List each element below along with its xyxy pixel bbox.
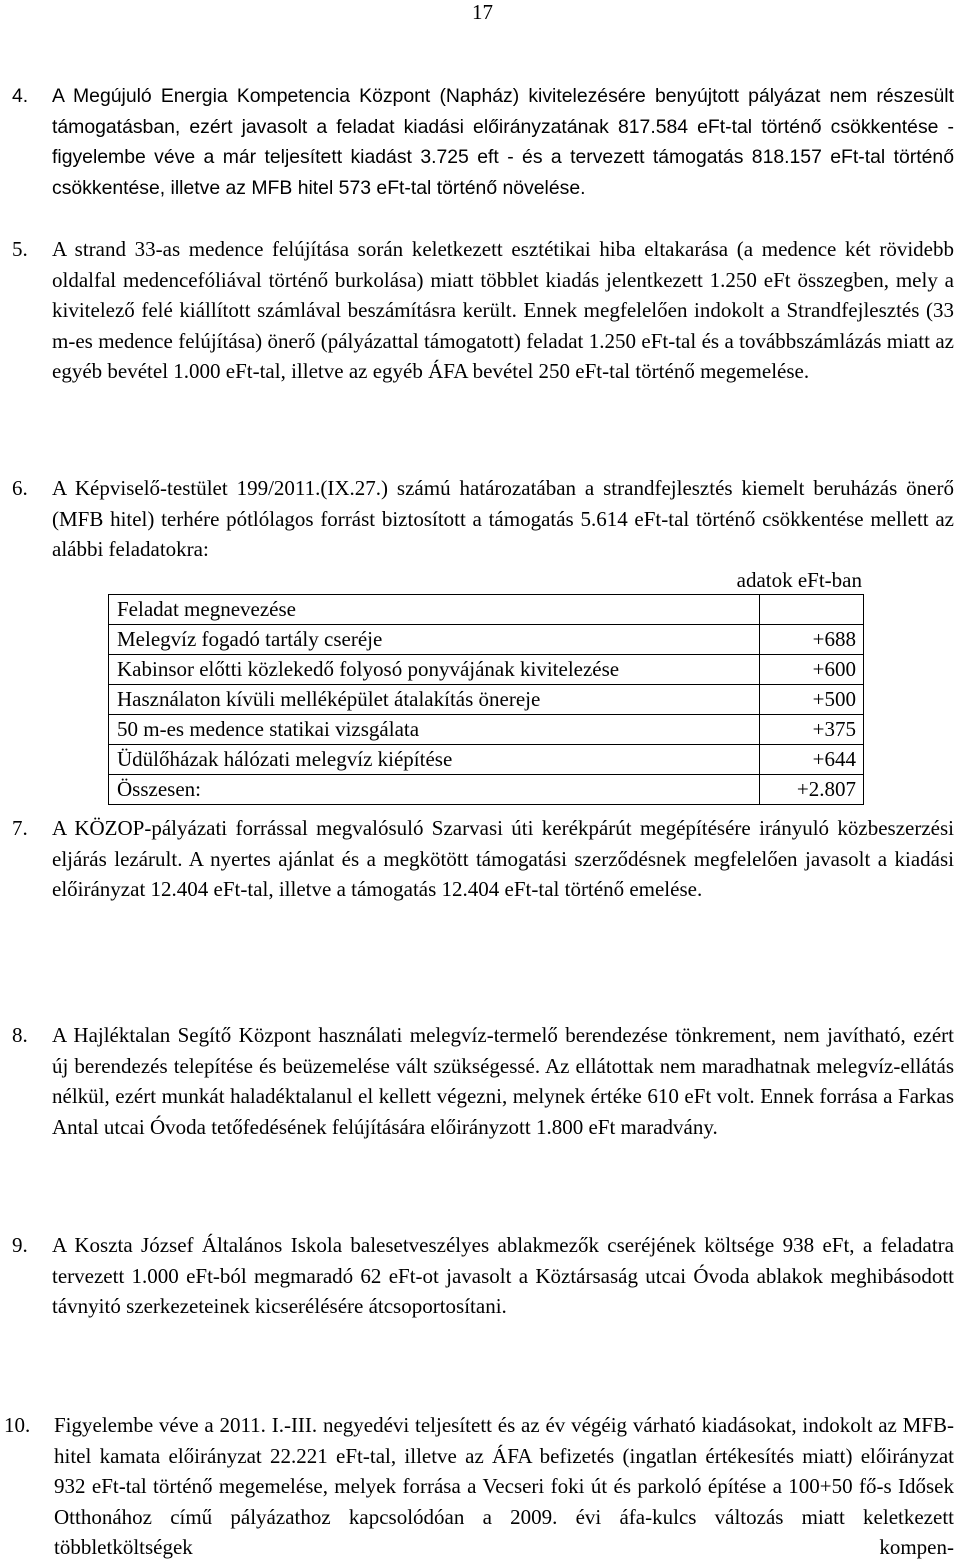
item-number: 7. (12, 816, 28, 840)
table-row (109, 715, 864, 745)
item-text: A Megújuló Energia Kompetencia Központ (Napház) kivitelezésére benyújtott pályázat nem részesült támogatásban, ezért javasolt a feladat kiadási előirányzatának 817.584 eFt-tal történő csökkentése - figyelembe véve a már teljesített kiadást 3.725 eft - és a tervezett támogatás 818.157 eFt-tal történő csökkentése, illetve az MFB hitel 573 eFt-tal történő növelése. (52, 85, 954, 199)
item-text: A Képviselő-testület 199/2011.(IX.27.) számú határozatában a strandfejlesztés kiemelt beruházás önerő (MFB hitel) terhére pótlólagos forrást biztosított a támogatás 5.614 eFt-tal történő csökkentése mellett az alábbi feladatokra: (52, 476, 954, 561)
list-item-9 (12, 1230, 954, 1322)
task-value-cell: +600 (760, 655, 864, 685)
list-item-5 (12, 234, 954, 387)
total-value-cell: +2.807 (760, 775, 864, 805)
total-label-cell: Összesen: (109, 775, 760, 805)
task-value-cell: +375 (760, 715, 864, 745)
tasks-table (108, 594, 864, 805)
table-header-empty-cell (760, 595, 864, 625)
table-row (109, 625, 864, 655)
item-text: A Koszta József Általános Iskola balesetveszélyes ablakmezők cseréjének költsége 938 eFt, a feladatra tervezett 1.000 eFt-ból megmaradó 62 eFt-ot javasolt a Köztársaság utcai Óvoda ablakok meghibásodott távnyitó szerkezeteinek kicserélésére átcsoportosítani. (52, 1233, 954, 1318)
table-unit-label: adatok eFt-ban (736, 568, 862, 592)
list-item-4 (12, 81, 954, 203)
list-item-7 (12, 813, 954, 905)
table-row (109, 655, 864, 685)
item-number: 10. (4, 1413, 31, 1437)
page-number: 17 (472, 0, 493, 24)
list-item-8 (12, 1020, 954, 1142)
list-item-6 (12, 473, 954, 565)
item-number: 4. (12, 85, 29, 107)
item-number: 8. (12, 1023, 28, 1047)
table-row (109, 745, 864, 775)
item-number: 5. (12, 237, 28, 261)
table-total-row (109, 775, 864, 805)
table-header-cell: Feladat megnevezése (109, 595, 760, 625)
task-value-cell: +688 (760, 625, 864, 655)
table-header-row (109, 595, 864, 625)
task-name-cell: Kabinsor előtti közlekedő folyosó ponyvájának kivitelezése (109, 655, 760, 685)
item-text: Figyelembe véve a 2011. I.-III. negyedévi teljesített és az év végéig várható kiadásokat, indokolt az MFB-hitel kamata előirányzat 22.221 eFt-tal, illetve az ÁFA befizetés (ingatlan értékesítés miatt) előirányzat 932 eFt-tal történő megemelése, melyek forrása a Vecseri foki út és parkoló építése a 100+50 fő-s Idősek Otthonához című pályázathoz kapcsolódóan a 2009. évi áfa-kulcs változás miatt keletkezett többletköltségek kompen- (54, 1413, 954, 1559)
item-text: A strand 33-as medence felújítása során keletkezett esztétikai hiba eltakarása (a medence két rövidebb oldalfal medencefóliával történő burkolása) miatt többlet kiadás jelentkezett 1.250 eFt összegben, mely a kivitelező felé kiállított számlával beszámításra került. Ennek megfelelően indokolt a Strandfejlesztés (33 m-es medence felújítása) önerő (pályázattal támogatott) feladat 1.250 eFt-tal és a továbbszámlázás miatt az egyéb bevétel 1.000 eFt-tal, illetve az egyéb ÁFA bevétel 250 eFt-tal történő megemelése. (52, 237, 954, 383)
task-name-cell: Melegvíz fogadó tartály cseréje (109, 625, 760, 655)
table-row (109, 685, 864, 715)
item-number: 6. (12, 476, 28, 500)
task-value-cell: +644 (760, 745, 864, 775)
item-number: 9. (12, 1233, 28, 1257)
list-item-10 (4, 1410, 954, 1563)
item-text: A Hajléktalan Segítő Központ használati melegvíz-termelő berendezése tönkrement, nem javítható, ezért új berendezés telepítése és beüzemelése vált szükségessé. Az ellátottak nem maradhatnak melegvíz-ellátás nélkül, ezért munkát haladéktalanul el kellett végezni, melynek értéke 610 eFt volt. Ennek forrása a Farkas Antal utcai Óvoda tetőfedésének felújítására előirányzott 1.800 eFt maradvány. (52, 1023, 954, 1139)
task-name-cell: Használaton kívüli melléképület átalakítás önereje (109, 685, 760, 715)
task-name-cell: Üdülőházak hálózati melegvíz kiépítése (109, 745, 760, 775)
task-value-cell: +500 (760, 685, 864, 715)
item-text: A KÖZOP-pályázati forrással megvalósuló Szarvasi úti kerékpárút megépítésére irányuló közbeszerzési eljárás lezárult. A nyertes ajánlat és a megkötött támogatási szerződésnek megfelelően javasolt a kiadási előirányzat 12.404 eFt-tal, illetve a támogatás 12.404 eFt-tal történő emelése. (52, 816, 954, 901)
task-name-cell: 50 m-es medence statikai vizsgálata (109, 715, 760, 745)
